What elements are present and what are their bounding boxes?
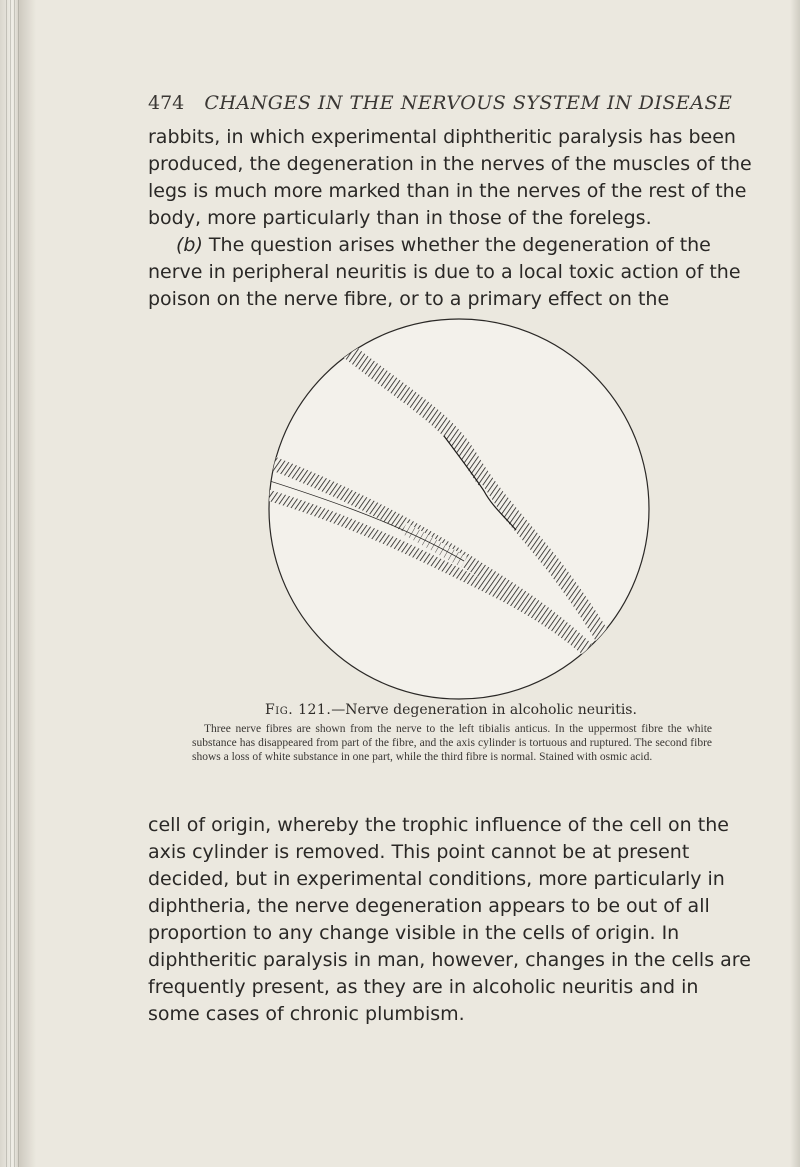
paragraph-b <box>148 232 754 313</box>
figure-label: Fig. 121. <box>265 702 332 718</box>
page-number: 474 <box>148 92 185 114</box>
paragraph-b-text: The question arises whether the degeneration of the nerve in peripheral neuritis is due to a local toxic action of the poison on the nerve fibre, or to a primary effect on the <box>148 234 741 310</box>
figure-title-text: —Nerve degeneration in alcoholic neuritis. <box>331 702 637 718</box>
paragraph-bottom: cell of origin, whereby the trophic influence of the cell on the axis cylinder is removed. This point cannot be at present decided, but in experimental conditions, more particularly in diphtheria, the nerve degeneration appears to be out of all proportion to any change visible in the cells of origin. In diphtheritic paralysis in man, however, changes in the cells are frequently present, as they are in alcoholic neuritis and in some cases of chronic plumbism. <box>148 814 751 1025</box>
figure-illustration <box>254 316 664 704</box>
microscope-field <box>254 316 664 704</box>
running-header <box>148 92 733 122</box>
figure-caption: Three nerve fibres are shown from the nerve to the left tibialis anticus. In the uppermost fibre the white substance has disappeared from part of the fibre, and the axis cylinder is tortuous and ruptured. The second fibre shows a loss of white substance in one part, while the third fibre is normal. Stained with osmic acid. <box>192 723 712 763</box>
paragraph-marker: (b) <box>176 234 203 256</box>
body-text-bottom <box>148 812 754 1028</box>
figure-title <box>148 702 754 718</box>
page-right-edge <box>790 0 800 1167</box>
paragraph-continuation: rabbits, in which experimental diphtheritic paralysis has been produced, the degeneration in the nerves of the muscles of the legs is much more marked than in the nerves of the rest of the body, more particularly than in those of the forelegs. <box>148 126 752 229</box>
running-title: CHANGES IN THE NERVOUS SYSTEM IN DISEASE <box>204 92 733 114</box>
body-text-top <box>148 124 754 313</box>
book-spine-edge <box>0 0 36 1167</box>
